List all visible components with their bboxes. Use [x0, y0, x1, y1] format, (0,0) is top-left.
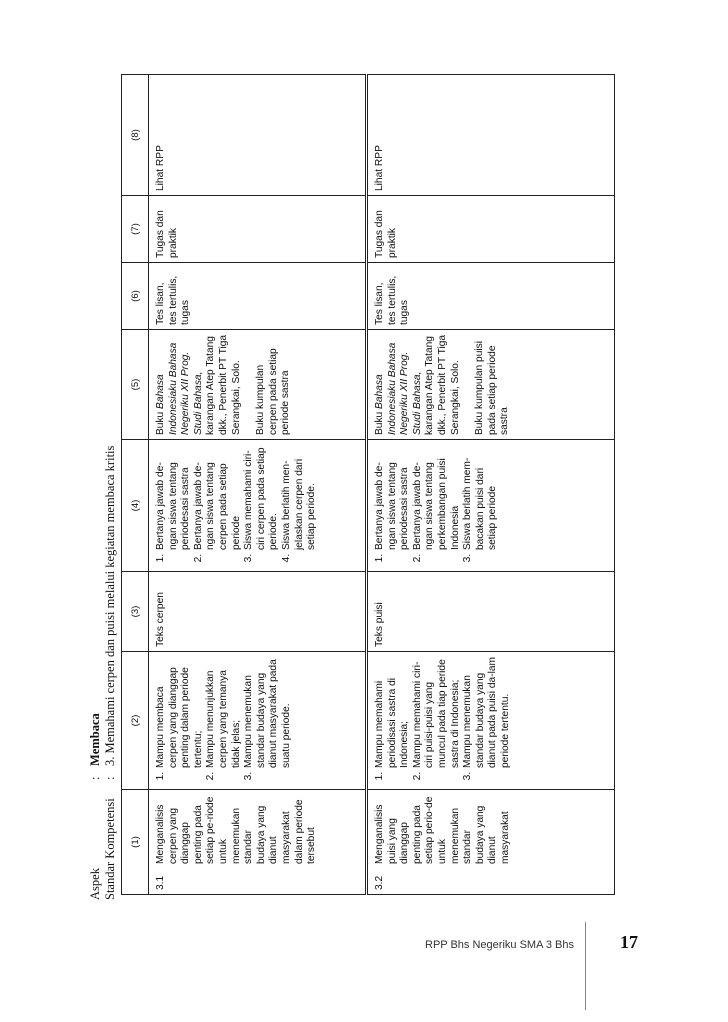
column-header: (6): [122, 263, 149, 330]
competency-cell: [367, 790, 615, 895]
source-title: Bahasa Indonesiaku Bahasa Negeriku XII Prog. Studi Bahasa,: [374, 342, 423, 435]
list-item: 3. Mampu menemukan standar budaya yang dianut pada puisi da-lam periode tertentu.: [462, 656, 512, 769]
competency-number: 3.2: [374, 875, 385, 890]
source-publisher: karangan Atep Tatang dkk., Penerbit PT Tiga Serangkai, Solo.: [205, 334, 242, 435]
source-title: Bahasa Indonesiaku Bahasa Negeriku XII Prog. Studi Bahasa,: [155, 342, 204, 435]
assessment-form-cell: Tugas dan praktik: [149, 196, 367, 263]
source-anthology: Buku kumpulan cerpen pada setiap periode sastra: [255, 348, 292, 435]
column-header: (8): [122, 75, 149, 196]
rotated-page-content: [88, 80, 608, 900]
activity-cell: [367, 440, 615, 572]
indicator-cell: [367, 652, 615, 790]
aspect-key: Aspek: [88, 868, 102, 900]
list-item: 3. Siswa berlatih mem-bacakan puisi dari setiap periode: [462, 444, 500, 551]
aspect-value: Membaca: [88, 713, 102, 766]
page-number: 17: [620, 932, 638, 952]
list-item: 2. Bertanya jawab de-ngan siswa tentang perkembangan puisi Indonesia: [412, 444, 462, 551]
list-item: 3. Mampu menemukan standar budaya yang dianut masyarakat pada suatu periode.: [243, 656, 293, 769]
source-prefix: Buku: [155, 408, 166, 435]
material-cell: Teks cerpen: [149, 572, 367, 652]
column-header: (2): [122, 652, 149, 790]
material-cell: Teks puisi: [367, 572, 615, 652]
list-item: 2. Bertanya jawab de-ngan siswa tentang cerpen pada setiap periode: [193, 444, 243, 551]
column-header: (7): [122, 196, 149, 263]
competency-text: Menganalisis puisi yang dianggap penting pada setiap perio-de untuk menemukan standar budaya yang dianut masyarakat: [374, 796, 511, 864]
table-row: [149, 75, 367, 895]
source-book: [374, 334, 462, 435]
source-publisher: karangan Atep Tatang dkk., Penerbit PT Tiga Serangkai, Solo.: [424, 334, 461, 435]
source-cell: [367, 330, 615, 440]
competency-text: Menganalisis cerpen yang dianggap penting pada setiap pe-riode untuk menemukan standar budaya yang dianut masyarakat dalam periode tersebut: [155, 796, 318, 864]
source-cell: [149, 330, 367, 440]
competency-number: 3.1: [155, 875, 166, 890]
competency-key: Standar Kompetensi: [103, 798, 117, 900]
competency-value: 3. Memahami cerpen dan puisi melalui kegiatan membaca kritis: [103, 445, 117, 766]
list-item: 1. Mampu memahami periodisasi sastra di Indonesia;: [374, 656, 412, 769]
column-header: (1): [122, 790, 149, 895]
aspect-line: [88, 713, 102, 900]
column-header: (4): [122, 440, 149, 572]
source-prefix: Buku: [374, 408, 385, 435]
list-item: 3. Siswa memahami ciri-ciri cerpen pada setiap periode.: [243, 444, 281, 551]
assessment-cell: Tes lisan, tes tertulis, tugas: [149, 263, 367, 330]
column-header: (5): [122, 330, 149, 440]
competency-cell: [149, 790, 367, 895]
list-item: 2. Mampu memahami ciri-ciri puisi-puisi yang muncul pada tiap peride sastra di Indonesia;: [412, 656, 462, 769]
colon: :: [103, 776, 117, 780]
column-number-row: [122, 75, 149, 895]
assessment-cell: Tes lisan, tes tertulis, tugas: [367, 263, 615, 330]
list-item: 2. Mampu menunjukkan cerpen yang temanya tidak jelas;: [205, 656, 243, 769]
list-item: 1. Mampu membaca cerpen yang dianggap penting dalam periode tertentu;: [155, 656, 205, 769]
running-title: RPP Bhs Negeriku SMA 3 Bhs: [425, 939, 574, 951]
source-book: [155, 334, 243, 435]
table-row: [367, 75, 615, 895]
syllabus-table: [121, 74, 615, 895]
assessment-form-cell: Tugas dan praktik: [367, 196, 615, 263]
activity-cell: [149, 440, 367, 572]
list-item: 1. Bertanya jawab de-ngan siswa tentang periodesasi sastra: [155, 444, 193, 551]
source-anthology: Buku kumpulan puisi pada setiap periode sastra: [474, 340, 511, 435]
indicator-cell: [149, 652, 367, 790]
list-item: 4. Siswa berlatih men-jelaskan cerpen dari setiap periode.: [281, 444, 319, 551]
footer-divider: [585, 922, 586, 1010]
note-cell: Lihat RPP: [374, 145, 385, 191]
list-item: 1. Bertanya jawab de-ngan siswa tentang periodesasi sastra: [374, 444, 412, 551]
colon: :: [88, 776, 102, 780]
column-header: (3): [122, 572, 149, 652]
competency-line: [103, 446, 117, 900]
note-cell: Lihat RPP: [149, 75, 367, 196]
